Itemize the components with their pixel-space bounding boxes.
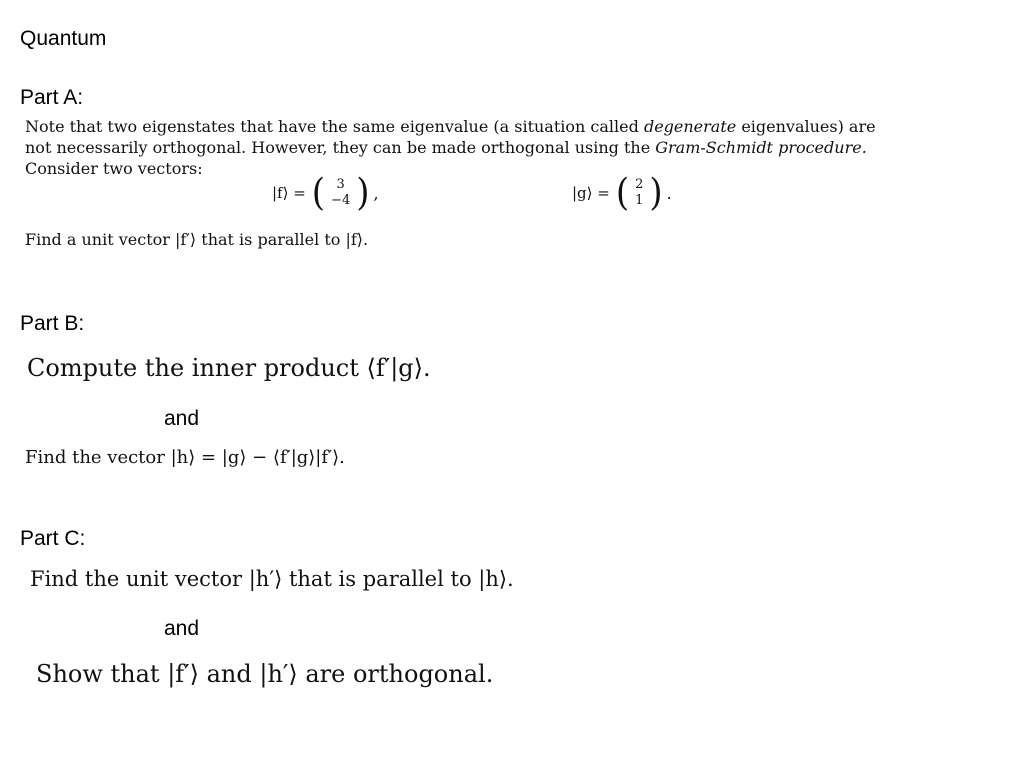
- part-a-question: Find a unit vector |f′⟩ that is parallel to |f⟩.: [25, 230, 369, 249]
- vector-f: [272, 171, 379, 215]
- part-c-question-2: Show that |f′⟩ and |h′⟩ are orthogonal.: [36, 660, 494, 688]
- part-a-heading: Part A:: [20, 86, 84, 109]
- part-a-line-1: Note that two eigenstates that have the same eigenvalue (a situation called degenerate eigenvalues) are: [25, 117, 876, 136]
- part-b-and: and: [164, 407, 200, 430]
- vector-g-bottom: 1: [635, 193, 644, 208]
- part-c-and: and: [164, 617, 200, 640]
- vector-g-top: 2: [635, 177, 644, 192]
- part-a-line-3: Consider two vectors:: [25, 159, 203, 178]
- page-title: Quantum: [20, 27, 107, 50]
- vector-f-tail: ,: [373, 183, 379, 203]
- part-a-paragraph: [25, 116, 876, 179]
- part-b-question-2: Find the vector |h⟩ = |g⟩ − ⟨f′|g⟩|f′⟩.: [25, 447, 345, 468]
- part-b-question-1: Compute the inner product ⟨f′|g⟩.: [27, 354, 431, 382]
- vector-g: [572, 171, 672, 215]
- right-paren: ): [649, 171, 663, 215]
- right-paren: ): [356, 171, 370, 215]
- left-paren: (: [615, 171, 630, 215]
- vector-g-tail: .: [666, 183, 672, 203]
- vector-f-label: |f⟩ =: [272, 184, 306, 202]
- part-c-question-1: Find the unit vector |h′⟩ that is parallel to |h⟩.: [30, 567, 514, 591]
- part-b-heading: Part B:: [20, 312, 85, 335]
- part-a-line-2: not necessarily orthogonal. However, they can be made orthogonal using the Gram-Schmidt procedure.: [25, 138, 867, 157]
- vector-f-bottom: −4: [331, 193, 351, 208]
- vector-f-top: 3: [336, 177, 345, 192]
- vector-g-label: |g⟩ =: [572, 184, 610, 202]
- left-paren: (: [311, 171, 326, 215]
- part-c-heading: Part C:: [20, 527, 86, 550]
